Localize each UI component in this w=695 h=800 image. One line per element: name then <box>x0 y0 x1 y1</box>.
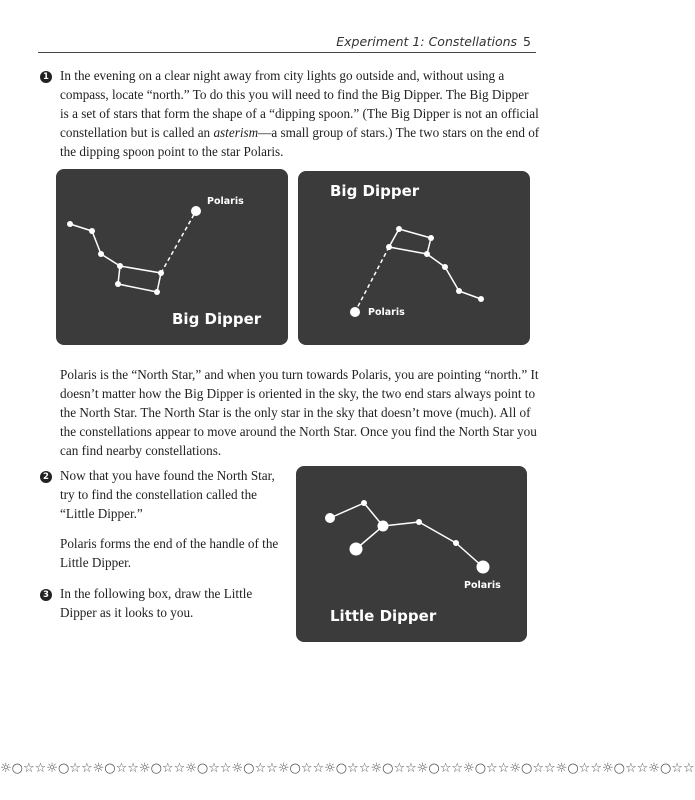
step-1-italic-term: asterism <box>213 125 259 140</box>
step-2-text: Now that you have found the North Star, try to find the constellation called the “Little Dipper.” <box>60 468 275 521</box>
step-1-text-part-a: In the evening on a clear night away from city lights go outside and, without using a compass, locate “north.” To do this you will need to find the Big Dipper. The Big Dipper is a set of stars that form the shape of a “dipping spoon.” (The Big Dipper is not an official constellation but is called an <box>60 68 539 140</box>
running-title: Experiment 1: Constellations <box>336 34 518 49</box>
step-3-marker: 3 <box>40 589 52 601</box>
step-3-text: In the following box, draw the Little Dipper as it looks to you. <box>60 586 253 620</box>
polaris-label-left: Polaris <box>207 196 244 207</box>
step-1-text <box>60 66 540 161</box>
north-star-paragraph: Polaris is the “North Star,” and when you turn towards Polaris, you are pointing “north.” It doesn’t matter how the Big Dipper is oriented in the sky, the two end stars always point to the North Star. The North Star is the only star in the sky that doesn’t move (much). All of the constellations appear to move around the North Star. Once you find the North Star you can find nearby constellations. <box>60 367 539 458</box>
big-dipper-title-right: Big Dipper <box>330 182 420 200</box>
polaris-label-right: Polaris <box>368 307 405 318</box>
page-number: 5 <box>523 34 531 49</box>
step-2-note: Polaris forms the end of the handle of the Little Dipper. <box>60 536 279 570</box>
running-header <box>336 34 531 49</box>
polaris-label-little-dipper: Polaris <box>464 580 501 591</box>
big-dipper-panel-right <box>298 171 530 345</box>
big-dipper-panel-left <box>56 169 288 345</box>
step-1-text-part-b: —a small group of stars.) The two stars on the end of the dipping spoon point to the star Polaris. <box>60 125 540 159</box>
little-dipper-title: Little Dipper <box>330 607 437 625</box>
little-dipper-panel <box>296 466 527 642</box>
decorative-star-border: ☼○☆☆☼○☆☆☼○☆☆☼○☆☆☼○☆☆☼○☆☆☼○☆☆☼○☆☆☼○☆☆☼○☆☆☼○☆☆☼○☆☆☼○☆☆☼○☆☆☼○☆☆ <box>0 761 695 776</box>
step-1-marker: 1 <box>40 71 52 83</box>
step-2-marker: 2 <box>40 471 52 483</box>
header-rule <box>38 52 536 53</box>
big-dipper-title-left: Big Dipper <box>172 310 262 328</box>
